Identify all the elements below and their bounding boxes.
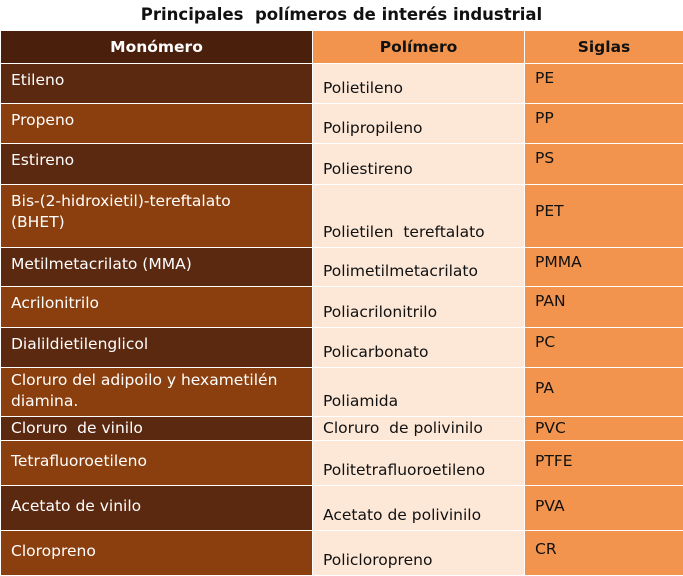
polymer-cell: Acetato de polivinilo [313,486,525,530]
table-row [1,441,683,486]
acronym-cell: PAN [525,287,683,327]
acronym-cell: PMMA [525,248,683,287]
table-row [1,184,683,247]
header-polymer: Polímero [313,31,525,64]
header-acronym: Siglas [525,31,683,64]
polymer-cell: Polipropileno [313,104,525,144]
table-row [1,64,683,104]
monomer-cell: Cloruro de vinilo [1,417,313,441]
table-row [1,367,683,416]
monomer-cell: Acetato de vinilo [1,486,313,530]
monomer-cell: Acrilonitrilo [1,287,313,327]
polymer-cell: Poliamida [313,367,525,416]
polymer-cell: Cloruro de polivinilo [313,417,525,441]
table-row [1,327,683,367]
monomer-cell: Cloropreno [1,530,313,575]
acronym-cell: PTFE [525,441,683,486]
table-row [1,417,683,441]
polymer-cell: Polimetilmetacrilato [313,248,525,287]
polymer-cell: Polietileno [313,64,525,104]
polymer-cell: Poliacrilonitrilo [313,287,525,327]
acronym-cell: PS [525,144,683,184]
monomer-cell: Cloruro del adipoilo y hexametilén diamina. [1,367,313,416]
acronym-cell: PA [525,367,683,416]
polymer-cell: Policloropreno [313,530,525,575]
polymers-table [0,30,683,576]
acronym-cell: PC [525,327,683,367]
acronym-cell: PP [525,104,683,144]
table-row [1,248,683,287]
polymer-cell: Polietilen tereftalato [313,184,525,247]
monomer-cell: Etileno [1,64,313,104]
polymer-cell: Politetrafluoroetileno [313,441,525,486]
monomer-cell: Tetrafluoroetileno [1,441,313,486]
polymer-cell: Poliestireno [313,144,525,184]
header-monomer: Monómero [1,31,313,64]
acronym-cell: CR [525,530,683,575]
acronym-cell: PVC [525,417,683,441]
table-row [1,287,683,327]
polymer-cell: Policarbonato [313,327,525,367]
monomer-cell: Estireno [1,144,313,184]
header-row [1,31,683,64]
monomer-cell: Metilmetacrilato (MMA) [1,248,313,287]
acronym-cell: PE [525,64,683,104]
table-title: Principales polímeros de interés industrial [140,5,543,24]
monomer-cell: Bis-(2-hidroxietil)-tereftalato (BHET) [1,184,313,247]
acronym-cell: PVA [525,486,683,530]
table-row [1,530,683,575]
monomer-cell: Dialildietilenglicol [1,327,313,367]
table-row [1,104,683,144]
acronym-cell: PET [525,184,683,247]
table-row [1,144,683,184]
table-row [1,486,683,530]
monomer-cell: Propeno [1,104,313,144]
